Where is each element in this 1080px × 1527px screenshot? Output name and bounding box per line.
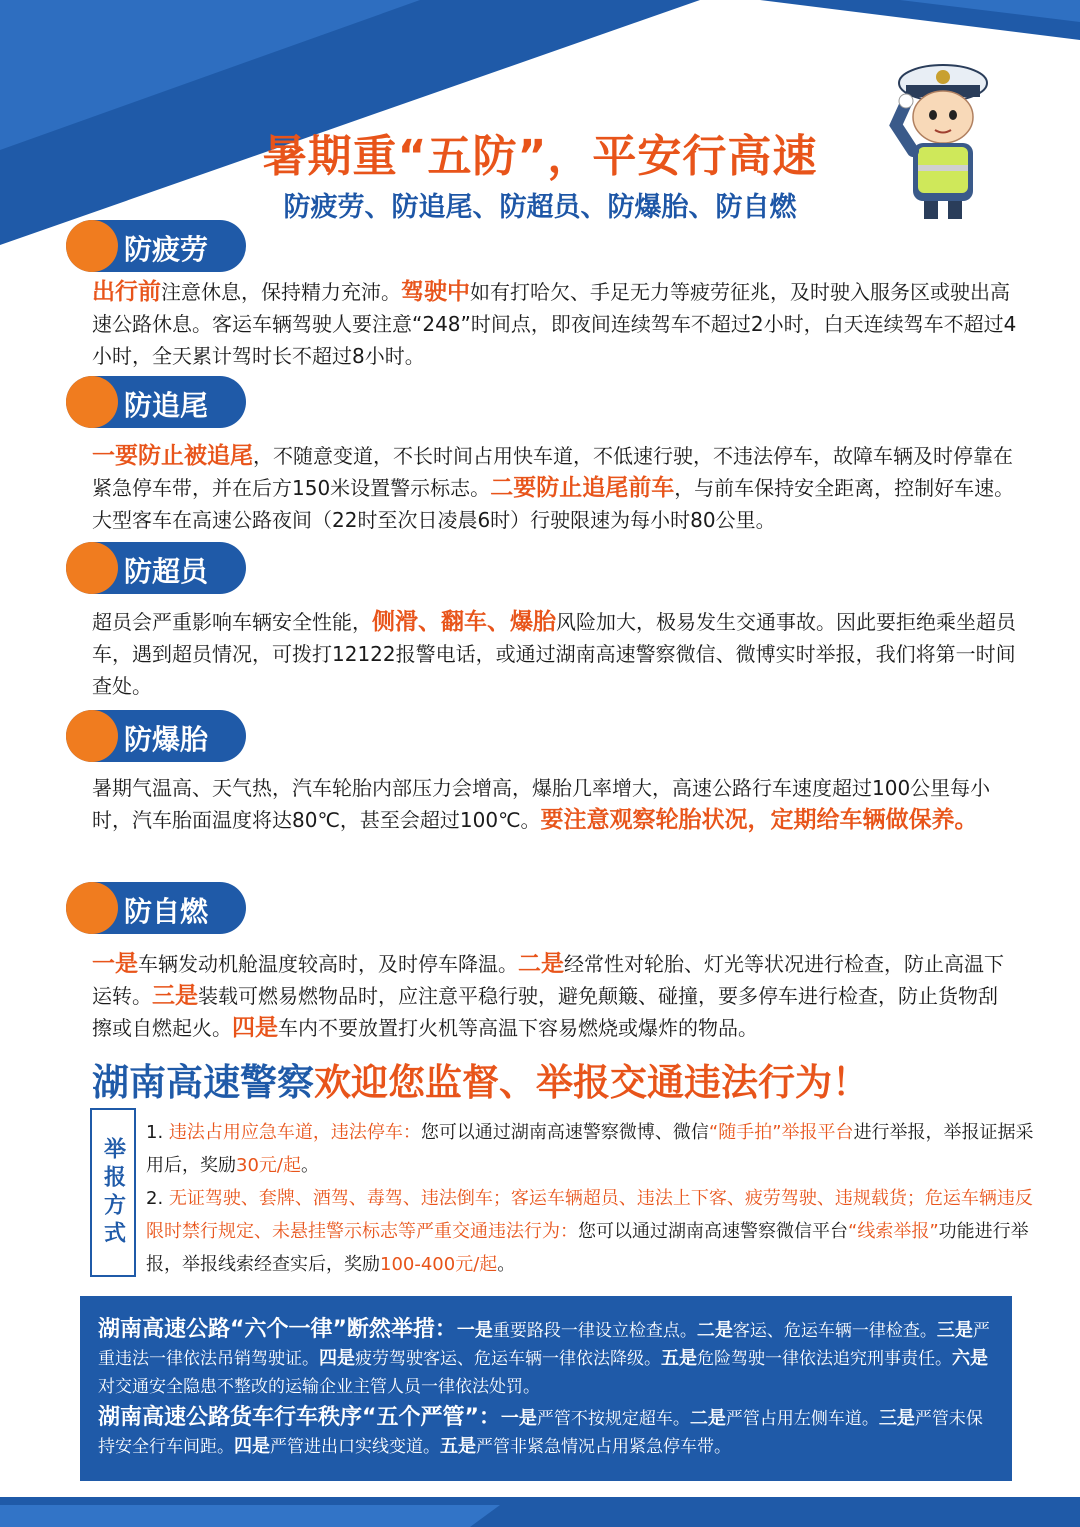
report-text: 2. bbox=[146, 1188, 169, 1209]
section-heading: 防爆胎 bbox=[124, 723, 209, 756]
section-header-overload bbox=[66, 542, 246, 594]
section-body-fatigue bbox=[92, 276, 1017, 372]
notice-text: 客运、危运车辆一律检查。 bbox=[732, 1321, 937, 1341]
highlight-text: 出行前 bbox=[92, 279, 161, 305]
notice-ordinal: 二是 bbox=[696, 1320, 733, 1341]
report-highlight: “线索举报” bbox=[848, 1221, 939, 1242]
report-text: 1. bbox=[146, 1122, 169, 1143]
body-text: 注意休息，保持精力充沛。 bbox=[161, 280, 401, 304]
notice-text: 严管不按规定超车。 bbox=[536, 1409, 690, 1429]
welcome-org: 湖南高速警察 bbox=[92, 1061, 314, 1104]
body-text: 车辆发动机舱温度较高时，及时停车降温。 bbox=[138, 952, 518, 976]
highlight-text: 侧滑、翻车、爆胎 bbox=[372, 609, 556, 635]
section-dot-icon bbox=[66, 542, 118, 594]
report-highlight: 违法占用应急车道，违法停车： bbox=[168, 1122, 421, 1143]
report-item-2 bbox=[146, 1182, 1036, 1281]
notice-ordinal: 一是 bbox=[500, 1408, 537, 1429]
report-text: 您可以通过湖南高速警察微博、微信 bbox=[420, 1122, 709, 1143]
highlight-text: 要注意观察轮胎状况，定期给车辆做保养。 bbox=[540, 807, 978, 833]
highlight-text: 四是 bbox=[232, 1015, 278, 1041]
notice-ordinal: 六是 bbox=[952, 1348, 988, 1369]
page-subtitle: 防疲劳、防追尾、防超员、防爆胎、防自燃 bbox=[283, 192, 797, 223]
notice-text: 严管进出口实线变道。 bbox=[270, 1437, 440, 1457]
welcome-message: 欢迎您监督、举报交通违法行为！ bbox=[314, 1061, 869, 1104]
section-body-self-ignition bbox=[92, 948, 1017, 1044]
highlight-text: 三是 bbox=[152, 983, 198, 1009]
body-text: 如有打哈欠、手足无力等疲劳征兆，及时驶入服务区或驶出高速公路休息。客运车辆驾驶人要注意“248”时间点，即夜间连续驾车不超过2小时，白天连续驾车不超过4小时，全天累计驾时长不超过8小时。 bbox=[92, 280, 1017, 368]
section-heading: 防追尾 bbox=[124, 389, 209, 422]
notice-ordinal: 五是 bbox=[440, 1436, 476, 1457]
body-text: 装载可燃易燃物品时，应注意平稳行驶，避免颠簸、碰撞，要多停车进行检查，防止货物刮擦或自燃起火。 bbox=[92, 984, 998, 1040]
notice-text: 重要路段一律设立检查点。 bbox=[492, 1321, 697, 1341]
notice-box bbox=[80, 1296, 1012, 1481]
section-header-rear-end bbox=[66, 376, 246, 428]
highlight-text: 二要防止追尾前车 bbox=[490, 475, 675, 501]
notice-text: 对交通安全隐患不整改的运输企业主管人员一律依法处罚。 bbox=[98, 1377, 540, 1397]
section-dot-icon bbox=[66, 882, 118, 934]
section-header-self-ignition bbox=[66, 882, 246, 934]
notice-text: 严重违法一律依法吊销驾驶证。 bbox=[98, 1321, 990, 1369]
report-text: 。 bbox=[300, 1155, 319, 1176]
page-title: 暑期重“五防”，平安行高速 bbox=[262, 131, 818, 182]
section-header-fatigue bbox=[66, 220, 246, 272]
report-text: 进行举报，举报证据采用后，奖励 bbox=[146, 1122, 1034, 1176]
notice-heading: 湖南高速公路“六个一律”断然举措： bbox=[98, 1317, 457, 1342]
report-methods-label: 举报方式 bbox=[90, 1108, 136, 1277]
section-dot-icon bbox=[66, 376, 118, 428]
traffic-police-officer-icon bbox=[888, 55, 998, 225]
report-highlight: 30元/起 bbox=[236, 1155, 301, 1176]
body-text: 车内不要放置打火机等高温下容易燃烧或爆炸的物品。 bbox=[278, 1016, 758, 1040]
body-text: 暑期气温高、天气热，汽车轮胎内部压力会增高，爆胎几率增大，高速公路行车速度超过100公里每小时，汽车胎面温度将达80℃，甚至会超过100℃。 bbox=[92, 776, 991, 832]
section-body-tire-blowout bbox=[92, 772, 1017, 836]
notice-text: 严管占用左侧车道。 bbox=[725, 1409, 879, 1429]
report-highlight: 无证驾驶、套牌、酒驾、毒驾、违法倒车；客运车辆超员、违法上下客、疲劳驾驶、违规载货；危运车辆违反限时禁行规定、未悬挂警示标志等严重交通违法行为： bbox=[146, 1188, 1033, 1242]
welcome-banner bbox=[92, 1052, 1042, 1106]
report-highlight: “随手拍”举报平台 bbox=[708, 1122, 854, 1143]
body-text: ，不随意变道，不长时间占用快车道，不低速行驶，不违法停车，故障车辆及时停靠在紧急停车带，并在后方150米设置警示标志。 bbox=[92, 444, 1013, 500]
notice-text: 严管未保持安全行车间距。 bbox=[98, 1409, 983, 1457]
body-text: 风险加大，极易发生交通事故。因此要拒绝乘坐超员车，遇到超员情况，可拨打12122报警电话，或通过湖南高速警察微信、微博实时举报，我们将第一时间查处。 bbox=[92, 610, 1016, 698]
section-heading: 防超员 bbox=[124, 555, 209, 588]
body-text: ，与前车保持安全距离，控制好车速。大型客车在高速公路夜间（22时至次日凌晨6时）行驶限速为每小时80公里。 bbox=[92, 476, 1015, 532]
notice-ordinal: 三是 bbox=[878, 1408, 915, 1429]
notice-ordinal: 二是 bbox=[689, 1408, 726, 1429]
notice-heading: 湖南高速公路货车行车秩序“五个严管”： bbox=[98, 1405, 501, 1430]
notice-six-measures bbox=[98, 1316, 998, 1401]
notice-ordinal: 五是 bbox=[661, 1348, 697, 1369]
report-text: 您可以通过湖南高速警察微信平台 bbox=[578, 1221, 848, 1242]
section-heading: 防自燃 bbox=[124, 895, 209, 928]
section-dot-icon bbox=[66, 710, 118, 762]
notice-ordinal: 三是 bbox=[936, 1320, 973, 1341]
highlight-text: 一是 bbox=[92, 951, 138, 977]
notice-ordinal: 四是 bbox=[234, 1436, 270, 1457]
section-header-tire-blowout bbox=[66, 710, 246, 762]
report-text: 功能进行举报，举报线索经查实后，奖励 bbox=[146, 1221, 1029, 1275]
report-item-1 bbox=[146, 1116, 1036, 1182]
section-dot-icon bbox=[66, 220, 118, 272]
notice-ordinal: 一是 bbox=[456, 1320, 493, 1341]
section-body-rear-end bbox=[92, 440, 1017, 536]
section-heading: 防疲劳 bbox=[124, 233, 209, 266]
body-text: 超员会严重影响车辆安全性能， bbox=[92, 610, 372, 634]
highlight-text: 一要防止被追尾 bbox=[92, 443, 253, 469]
notice-five-controls bbox=[98, 1404, 998, 1461]
highlight-text: 驾驶中 bbox=[401, 279, 470, 305]
notice-text: 危险驾驶一律依法追究刑事责任。 bbox=[697, 1349, 952, 1369]
report-text: 。 bbox=[497, 1254, 516, 1275]
notice-text: 疲劳驾驶客运、危运车辆一律依法降级。 bbox=[355, 1349, 661, 1369]
notice-text: 严管非紧急情况占用紧急停车带。 bbox=[476, 1437, 731, 1457]
section-body-overload bbox=[92, 606, 1017, 702]
body-text: 经常性对轮胎、灯光等状况进行检查，防止高温下运转。 bbox=[92, 952, 1004, 1008]
highlight-text: 二是 bbox=[518, 951, 564, 977]
notice-ordinal: 四是 bbox=[319, 1348, 355, 1369]
report-highlight: 100-400元/起 bbox=[380, 1254, 498, 1275]
